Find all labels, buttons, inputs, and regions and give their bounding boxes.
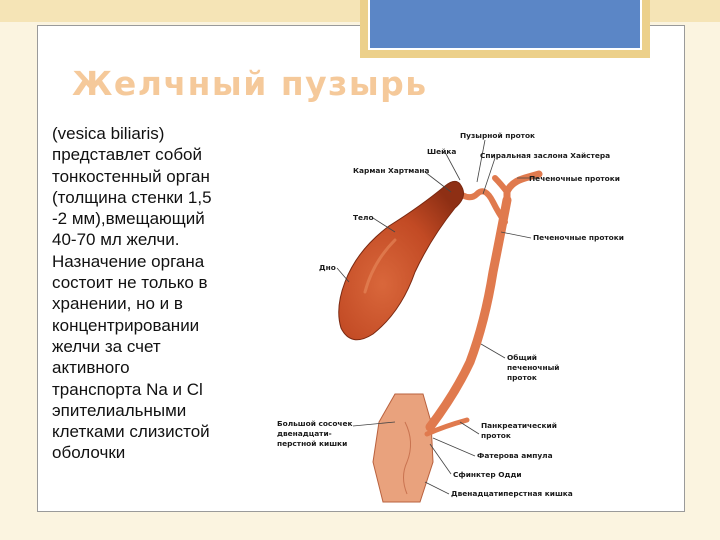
slide-body-text: (vesica biliaris) представлет собой тонкостенный орган (толщина стенки 1,5 -2 мм),вмещающий 40-70 мл желчи. Назначение органа состоит не только в хранении, но и в концентрировании желчи за счет активного транспорта Na и Cl эпителиальными клетками слизистой оболочки (52, 124, 212, 463)
leader-line-cystic-duct (477, 140, 485, 182)
label-common-duct-line3: проток (507, 373, 537, 382)
label-hartmann-pouch: Карман Хартмана (353, 166, 430, 175)
label-duodenum: Двенадцатиперстная кишка (451, 489, 573, 498)
leader-line-neck (445, 152, 460, 180)
label-hepatic-ducts-2: Печеночные протоки (533, 233, 624, 242)
leader-line-ampulla (433, 438, 475, 456)
leader-line-duodenum (425, 482, 449, 494)
duodenum-shape (373, 394, 433, 502)
label-pancreatic-line1: Панкреатический (481, 421, 557, 430)
label-common-duct-line2: печеночный (507, 363, 560, 372)
label-spiral-valve: Спиральная заслона Хайстера (480, 151, 611, 160)
label-papilla-line3: перстной кишки (277, 439, 348, 448)
leader-line-fundus (337, 268, 349, 282)
label-papilla-line2: двенадцати- (277, 429, 332, 438)
label-fundus: Дно (319, 263, 336, 272)
gallbladder-shape (339, 181, 464, 339)
decorative-blue-panel (368, 0, 642, 50)
label-cystic-duct: Пузырной проток (460, 131, 536, 140)
label-sphincter: Сфинктер Одди (453, 470, 522, 479)
label-ampulla: Фатерова ампула (477, 451, 553, 460)
label-pancreatic-line2: проток (481, 431, 511, 440)
hepatic-duct-branch-shape (495, 178, 507, 192)
slide-title: Желчный пузырь (72, 64, 428, 103)
leader-line-hepatic-ducts-2 (501, 232, 531, 238)
leader-line-common-duct (481, 344, 505, 358)
common-bile-duct-shape (430, 200, 507, 427)
label-common-duct-line1: Общий (507, 353, 537, 362)
gallbladder-diagram (255, 122, 685, 507)
label-hepatic-ducts-1: Печеночные протоки (529, 174, 620, 183)
label-neck: Шейка (427, 147, 457, 156)
leader-line-hartmann (425, 172, 451, 192)
label-papilla-line1: Большой сосочек (277, 419, 353, 428)
decorative-corner-tab (360, 0, 650, 58)
leader-line-pancreatic (460, 422, 479, 434)
label-body: Тело (353, 213, 374, 222)
